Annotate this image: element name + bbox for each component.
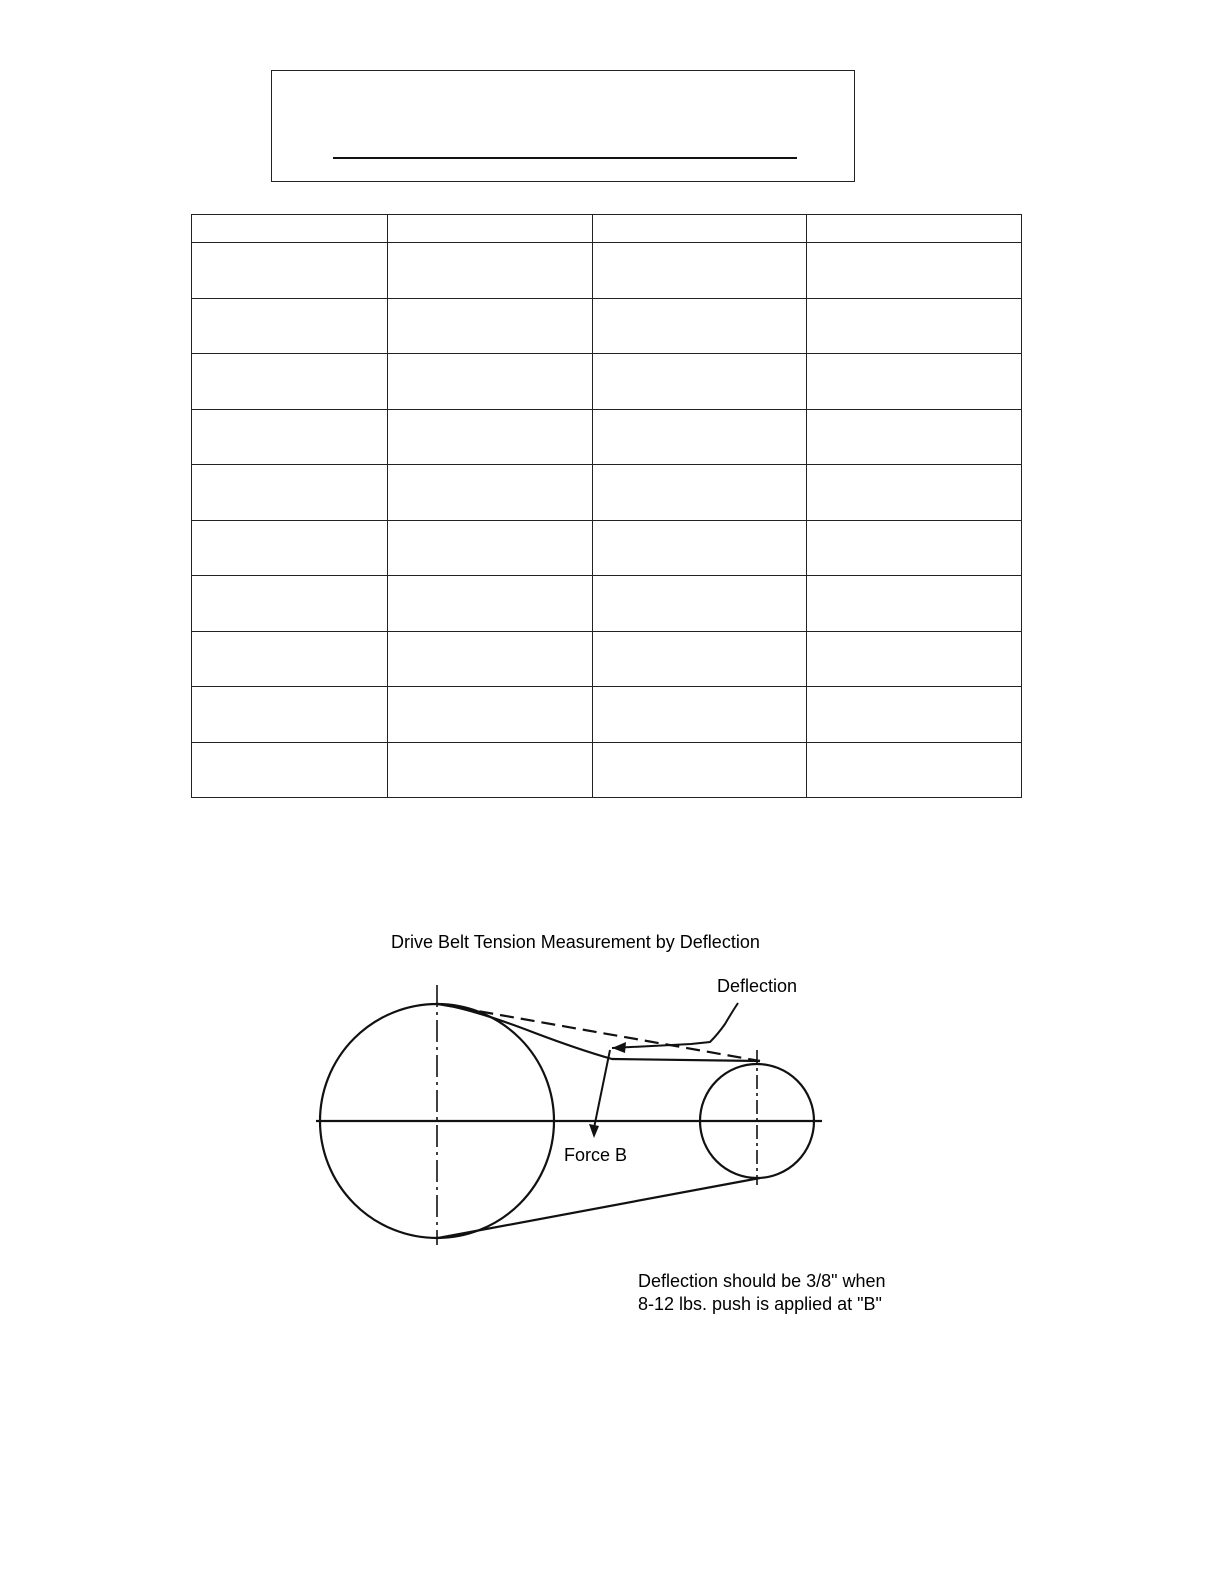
force-arrowhead bbox=[589, 1124, 599, 1138]
table-cell bbox=[807, 520, 1022, 576]
deflection-leader bbox=[612, 1003, 738, 1048]
belt-pulley-drawing bbox=[300, 920, 940, 1330]
table-cell bbox=[807, 298, 1022, 354]
table-cell bbox=[192, 631, 388, 687]
log-table bbox=[191, 214, 1022, 798]
force-label: Force B bbox=[564, 1145, 628, 1165]
table-cell bbox=[593, 576, 807, 632]
table-cell bbox=[192, 576, 388, 632]
table-cell bbox=[807, 243, 1022, 299]
belt-tension-diagram bbox=[300, 920, 940, 1330]
table-header-cell bbox=[388, 215, 593, 243]
table-cell bbox=[388, 631, 593, 687]
deflection-label: Deflection bbox=[717, 976, 798, 996]
table-cell bbox=[192, 687, 388, 743]
table-row bbox=[192, 354, 1022, 410]
table-header-cell bbox=[192, 215, 388, 243]
table-row bbox=[192, 631, 1022, 687]
table-cell bbox=[192, 742, 388, 798]
table-cell bbox=[593, 687, 807, 743]
table-cell bbox=[388, 243, 593, 299]
table-cell bbox=[192, 409, 388, 465]
title-underline bbox=[333, 157, 797, 159]
belt-lower-span bbox=[438, 1178, 760, 1238]
table-row bbox=[192, 465, 1022, 521]
table-cell bbox=[593, 742, 807, 798]
table-cell bbox=[807, 409, 1022, 465]
title-box bbox=[271, 70, 855, 182]
table-row bbox=[192, 298, 1022, 354]
table-cell bbox=[192, 465, 388, 521]
belt-upper-span-nominal bbox=[438, 1004, 760, 1061]
table-header-row bbox=[192, 215, 1022, 243]
table-cell bbox=[388, 520, 593, 576]
table-cell bbox=[388, 298, 593, 354]
table-cell bbox=[807, 576, 1022, 632]
table-cell bbox=[388, 409, 593, 465]
table-cell bbox=[807, 631, 1022, 687]
table-row bbox=[192, 409, 1022, 465]
table-cell bbox=[807, 354, 1022, 410]
table-cell bbox=[388, 687, 593, 743]
table-cell bbox=[593, 243, 807, 299]
table-row bbox=[192, 576, 1022, 632]
table-row bbox=[192, 520, 1022, 576]
table-cell bbox=[593, 465, 807, 521]
table-header-cell bbox=[807, 215, 1022, 243]
table-cell bbox=[593, 354, 807, 410]
table-cell bbox=[807, 742, 1022, 798]
table-cell bbox=[388, 576, 593, 632]
table-header-cell bbox=[593, 215, 807, 243]
table-cell bbox=[593, 409, 807, 465]
table-row bbox=[192, 687, 1022, 743]
table-cell bbox=[388, 742, 593, 798]
table-cell bbox=[807, 465, 1022, 521]
deflection-note-line-2: 8-12 lbs. push is applied at "B" bbox=[638, 1294, 882, 1314]
table-cell bbox=[593, 520, 807, 576]
table-cell bbox=[388, 354, 593, 410]
table-cell bbox=[192, 298, 388, 354]
table-row bbox=[192, 742, 1022, 798]
diagram-title: Drive Belt Tension Measurement by Deflection bbox=[391, 932, 760, 952]
deflection-note bbox=[638, 1270, 886, 1316]
table-cell bbox=[807, 687, 1022, 743]
table-cell bbox=[593, 631, 807, 687]
force-arrow-shaft bbox=[594, 1050, 610, 1128]
table-cell bbox=[192, 354, 388, 410]
deflection-arrowhead bbox=[612, 1042, 626, 1053]
table-cell bbox=[192, 243, 388, 299]
table-cell bbox=[388, 465, 593, 521]
table-cell bbox=[192, 520, 388, 576]
table-row bbox=[192, 243, 1022, 299]
deflection-note-line-1: Deflection should be 3/8" when bbox=[638, 1271, 886, 1291]
table-cell bbox=[593, 298, 807, 354]
